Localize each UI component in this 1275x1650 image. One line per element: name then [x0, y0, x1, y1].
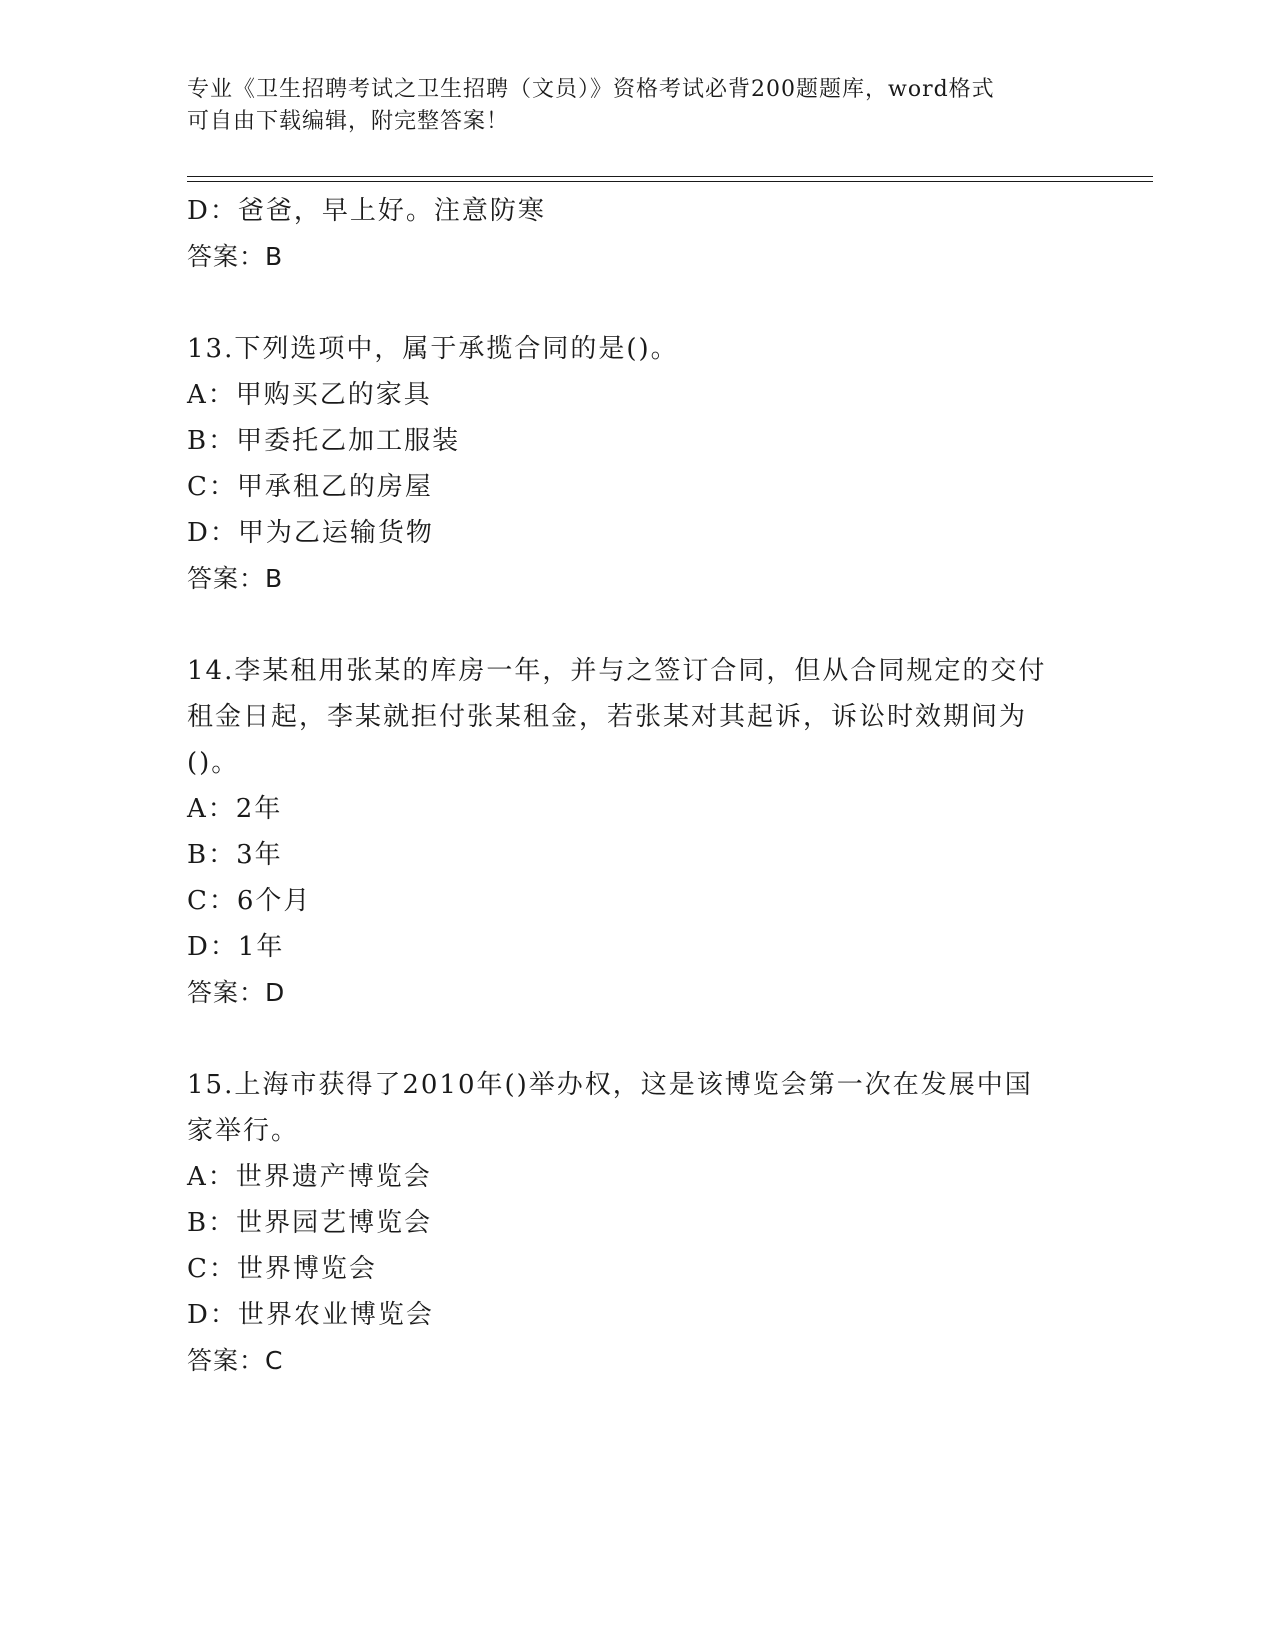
- question-14: [187, 648, 1087, 1016]
- spacer: [187, 602, 1087, 648]
- question-stem: 15.上海市获得了2010年()举办权，这是该博览会第一次在发展中国: [187, 1070, 1033, 1100]
- option-b: B：世界园艺博览会: [187, 1208, 433, 1238]
- option-a: A：甲购买乙的家具: [187, 380, 432, 410]
- option-b: B：甲委托乙加工服装: [187, 426, 461, 456]
- option-c: C：6个月: [187, 886, 312, 916]
- question-stem: 家举行。: [187, 1116, 300, 1146]
- prev-option-d: D：爸爸，早上好。注意防寒: [187, 196, 546, 226]
- spacer: [187, 280, 1087, 326]
- option-d: D：1年: [187, 932, 285, 962]
- question-stem: 租金日起，李某就拒付张某租金，若张某对其起诉，诉讼时效期间为: [187, 702, 1028, 732]
- option-c: C：世界博览会: [187, 1254, 377, 1284]
- question-stem: ()。: [187, 748, 240, 778]
- answer: 答案：B: [187, 564, 284, 593]
- question-13: [187, 326, 1087, 602]
- prev-answer: 答案：B: [187, 242, 284, 271]
- question-stem: 14.李某租用张某的库房一年，并与之签订合同，但从合同规定的交付: [187, 656, 1047, 686]
- header-divider-top: [187, 176, 1153, 177]
- option-a: A：2年: [187, 794, 283, 824]
- question-15: [187, 1062, 1087, 1384]
- spacer: [187, 1016, 1087, 1062]
- option-d: D：世界农业博览会: [187, 1300, 434, 1330]
- document-header: [187, 74, 1067, 138]
- question-stem: 13.下列选项中，属于承揽合同的是()。: [187, 334, 679, 364]
- answer: 答案：D: [187, 978, 286, 1007]
- header-divider-bottom: [187, 181, 1153, 182]
- header-line-1: 专业《卫生招聘考试之卫生招聘（文员）》资格考试必背200题题库，word格式: [187, 77, 995, 102]
- question-content: [187, 188, 1087, 1384]
- header-line-2: 可自由下载编辑，附完整答案！: [187, 109, 510, 134]
- option-d: D：甲为乙运输货物: [187, 518, 434, 548]
- answer: 答案：C: [187, 1346, 284, 1375]
- option-a: A：世界遗产博览会: [187, 1162, 432, 1192]
- option-b: B：3年: [187, 840, 283, 870]
- option-c: C：甲承租乙的房屋: [187, 472, 433, 502]
